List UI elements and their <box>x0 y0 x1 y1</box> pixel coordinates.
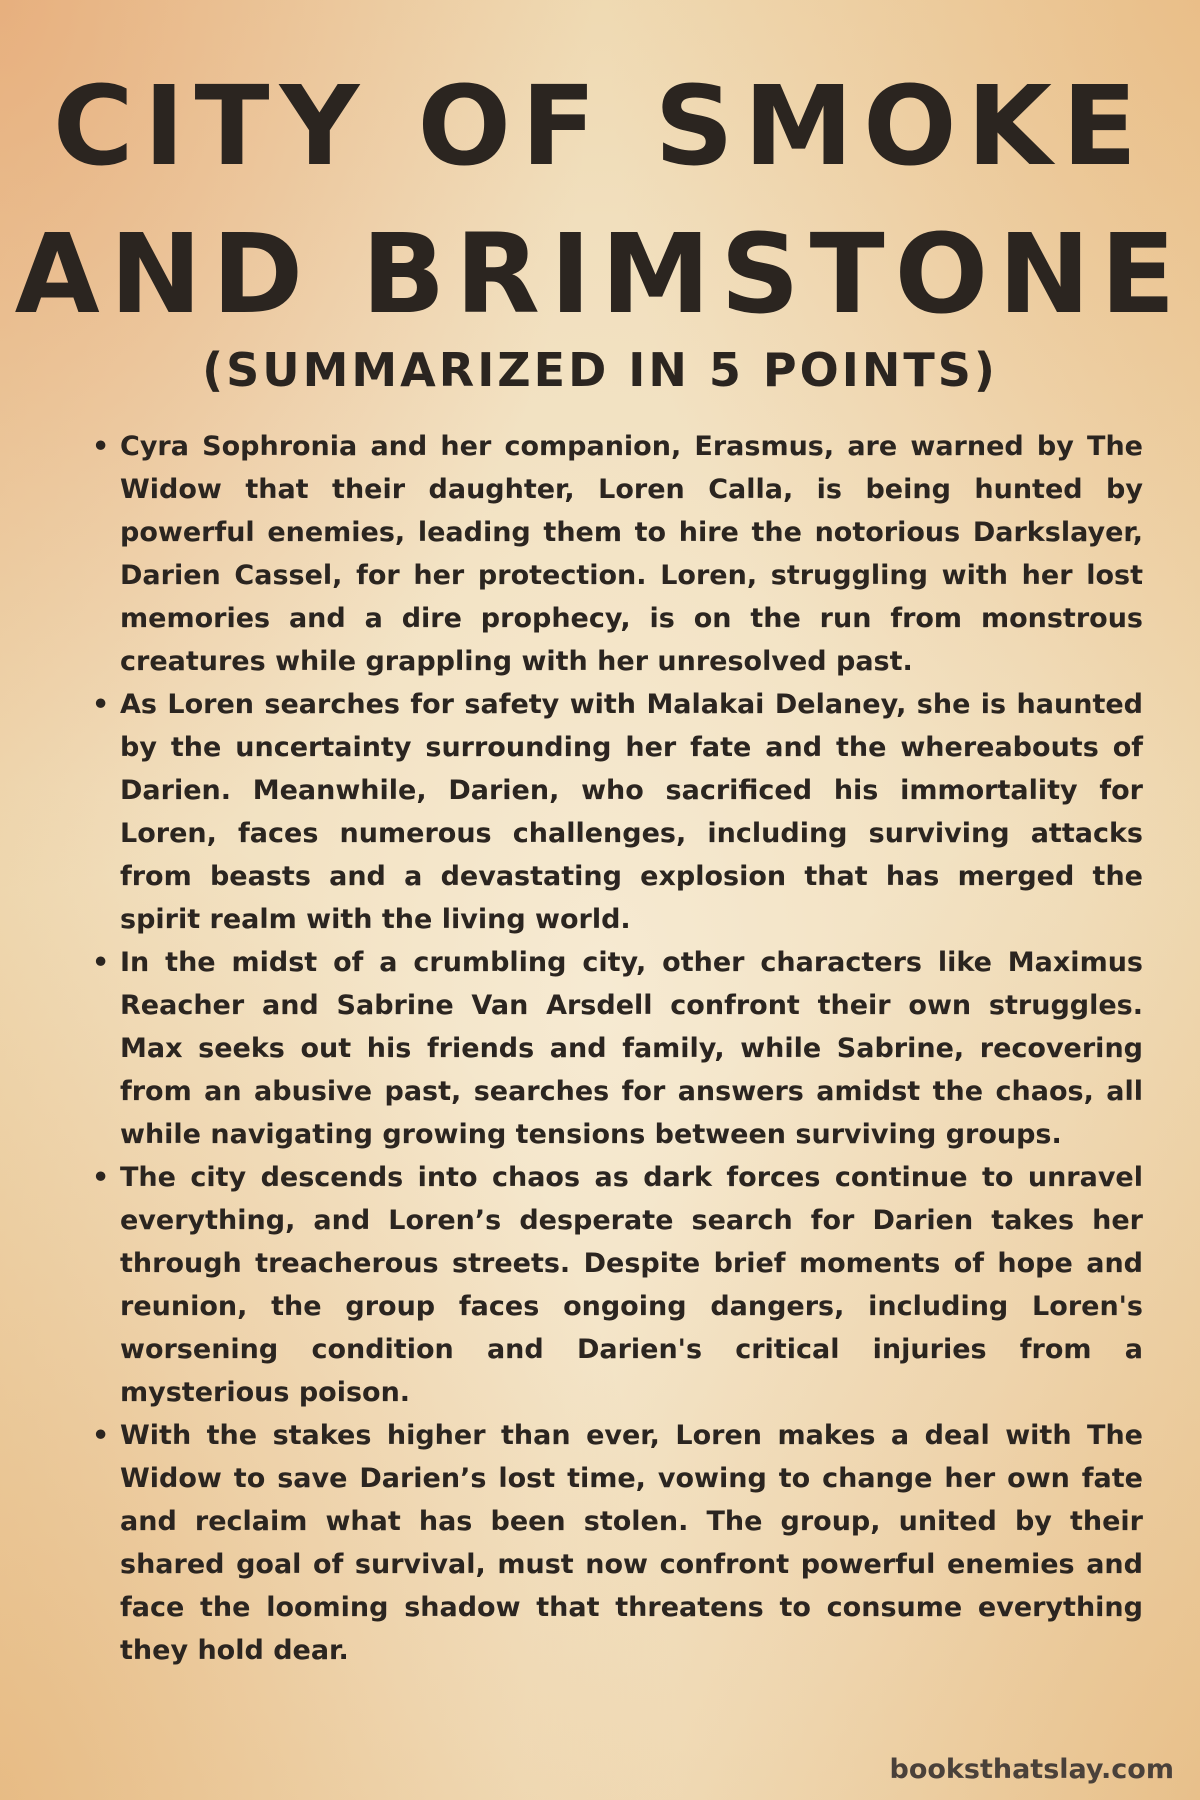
summary-point <box>88 1156 1143 1414</box>
summary-point-text: Cyra Sophronia and her companion, Erasmus, are warned by The Widow that their daughter, Loren Calla, is being hunted by powerful enemies, leading them to hire the notorious Darkslayer, Darien Cassel, for her protection. Loren, struggling with her lost memories and a dire prophecy, is on the run from monstrous creatures while grappling with her unresolved past. <box>120 431 1143 677</box>
summary-point <box>88 683 1143 941</box>
summary-point-text: With the stakes higher than ever, Loren makes a deal with The Widow to save Darien’s lost time, vowing to change her own fate and reclaim what has been stolen. The group, united by their shared goal of survival, must now confront powerful enemies and face the looming shadow that threatens to consume everything they hold dear. <box>120 1420 1143 1666</box>
book-title <box>0 52 1200 348</box>
summary-point-text: The city descends into chaos as dark forces continue to unravel everything, and Loren’s desperate search for Darien takes her through treacherous streets. Despite brief moments of hope and reunion, the group faces ongoing dangers, including Loren's worsening condition and Darien's critical injuries from a mysterious poison. <box>120 1162 1143 1408</box>
bullet-icon: • <box>92 431 110 462</box>
summary-point <box>88 941 1143 1156</box>
book-title-line-1: CITY OF SMOKE <box>52 62 1148 190</box>
source-watermark: booksthatslay.com <box>889 1754 1174 1785</box>
summary-point-text: In the midst of a crumbling city, other characters like Maximus Reacher and Sabrine Van Arsdell confront their own struggles. Max seeks out his friends and family, while Sabrine, recovering from an abusive past, searches for answers amidst the chaos, all while navigating growing tensions between surviving groups. <box>120 947 1143 1150</box>
summary-point <box>88 1414 1143 1672</box>
subtitle: (SUMMARIZED IN 5 POINTS) <box>202 343 998 397</box>
summary-points-list <box>88 425 1143 1672</box>
summary-point <box>88 425 1143 683</box>
bullet-icon: • <box>92 947 110 978</box>
book-title-line-2: AND BRIMSTONE <box>14 210 1186 338</box>
bullet-icon: • <box>92 1420 110 1451</box>
bullet-icon: • <box>92 1162 110 1193</box>
summary-point-text: As Loren searches for safety with Malakai Delaney, she is haunted by the uncertainty surrounding her fate and the whereabouts of Darien. Meanwhile, Darien, who sacrificed his immortality for Loren, faces numerous challenges, including surviving attacks from beasts and a devastating explosion that has merged the spirit realm with the living world. <box>120 689 1143 935</box>
bullet-icon: • <box>92 689 110 720</box>
